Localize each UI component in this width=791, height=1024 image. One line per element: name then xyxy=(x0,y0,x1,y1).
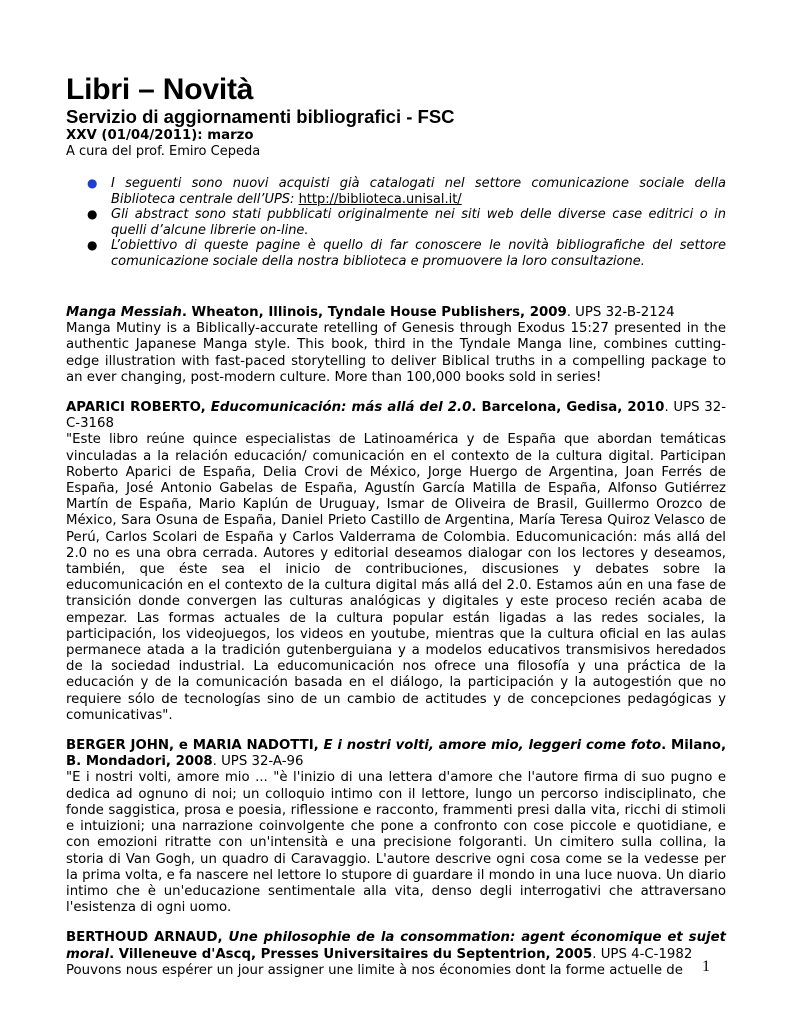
note-text: L’obiettivo di queste pagine è quello di far conoscere le novità bibliografiche del settore comunicazione sociale della nostra biblioteca e promuovere la loro consultazione. xyxy=(111,238,726,269)
call-number: . UPS 32-A-96 xyxy=(212,754,304,770)
page-subtitle: Servizio di aggiornamenti bibliografici - FSC xyxy=(66,106,455,127)
book-author: BERTHOUD ARNAUD, xyxy=(66,930,229,946)
book-abstract: Pouvons nous espérer un jour assigner une limite à nos économies dont la forme actuelle de xyxy=(66,962,683,978)
note-item xyxy=(87,207,726,238)
book-abstract: "E i nostri volti, amore mio ... "è l'inizio di una lettera d'amore che l'autore firma di suo pugno e dedica ad ognuno di noi; un colloquio intimo con il lettore, lungo un percorso indisciplinato, che fonde saggistica, prosa e poesia, riflessione e racconto, frammenti presi dalla vita, ricchi di stimoli e intuizioni; una narrazione coinvolgente che pone a confronto con cose piccole e quotidiane, e con emozioni ritratte con un'intensità e una precisione folgoranti. Un cimitero sulla collina, la storia di Van Gogh, un quadro di Caravaggio. L'autore descrive ogni cosa come se la vedesse per la prima volta, e fa nascere nel lettore lo stupore di guardare il mondo in una luce nuova. Un diario intimo che è un'educazione sentimentale alla vita, denso degli interrogativi che attraversano l'esistenza di ogni uomo. xyxy=(66,770,726,916)
book-citation xyxy=(66,930,726,962)
call-number: . UPS 32-C-3168 xyxy=(66,400,726,432)
book-author: APARICI ROBERTO, xyxy=(66,400,211,416)
book-publication: . Wheaton, Illinois, Tyndale House Publishers, 2009 xyxy=(181,305,567,320)
note-text: I seguenti sono nuovi acquisti già catalogati nel settore comunicazione sociale della Biblioteca centrale dell’UPS: xyxy=(111,176,726,207)
book-abstract: "Este libro reúne quince especialistas de Latinoamérica y de España que abordan temáticas vinculadas a la relación educación/ comunicación en el contexto de la cultura digital. Participan Roberto Aparici de España, Delia Crovi de México, Jorge Huergo de Argentina, Joan Ferrés de España, José Antonio Gabelas de España, Agustín García Matilla de España, Alfonso Gutiérrez Martín de España, Mario Kaplún de Uruguay, Ismar de Oliveira de Brasil, Guillermo Orozco de México, Sara Osuna de España, Daniel Prieto Castillo de Argentina, María Teresa Quiroz Velasco de Perú, Carlos Scolari de España y Carlos Valderrama de Colombia. Educomunicación: más allá del 2.0 no es una obra cerrada. Autores y editorial deseamos dialogar con los lectores y deseamos, también, que éste sea el inicio de contribuciones, discusiones y debates sobre la educomunicación en el contexto de la cultura digital más allá del 2.0. Estamos aún en una fase de transición donde convergen las culturas analógicas y digitales y este proceso recién acaba de empezar. Las formas actuales de la cultura popular están ligadas a las redes sociales, la participación, los videojuegos, los videos en youtube, mientras que la cultura oficial en las aulas permanece atada a la tradición gutenberguiana y a modelos educativos transmisivos heredados de la sociedad industrial. La educomunicación nos ofrece una filosofía y una práctica de la educación y de la comunicación basada en el diálogo, la participación y la autogestión que no requiere sólo de tecnologías sino de un cambio de actitudes y de concepciones pedagógicas y comunicativas". xyxy=(66,432,726,723)
bullet-icon: ● xyxy=(87,176,98,190)
document-page xyxy=(66,74,726,979)
intro-notes xyxy=(66,176,726,269)
book-publication: . Milano, B. Mondadori, 2008 xyxy=(66,738,726,770)
page-title: Libri – Novità xyxy=(66,73,254,106)
page-number: 1 xyxy=(702,958,710,975)
book-citation xyxy=(66,400,726,432)
book-title: E i nostri volti, amore mio, leggeri come foto xyxy=(323,738,662,754)
book-entry xyxy=(66,738,726,916)
book-title: Une philosophie de la consommation: agent économique et sujet moral xyxy=(66,930,726,962)
book-publication: . Villeneuve d'Ascq, Presses Universitaires du Septentrion, 2005 xyxy=(109,946,593,962)
book-citation xyxy=(66,305,726,321)
curator-line: A cura del prof. Emiro Cepeda xyxy=(66,144,261,159)
book-entry xyxy=(66,400,726,724)
call-number: . UPS 4-C-1982 xyxy=(592,946,693,962)
book-title: Manga Messiah xyxy=(66,305,182,320)
issue-line: XXV (01/04/2011): marzo xyxy=(66,128,254,143)
note-item xyxy=(87,238,726,269)
book-abstract: Manga Mutiny is a Biblically-accurate retelling of Genesis through Exodus 15:27 presented in the authentic Japanese Manga style. This book, third in the Tyndale Manga line, combines cutting-edge illustration with fast-paced storytelling to deliver Biblical truths in a compelling package to an ever changing, post-modern culture. More than 100,000 books sold in series! xyxy=(66,321,726,385)
book-author: BERGER JOHN, e MARIA NADOTTI, xyxy=(66,738,324,754)
book-entry xyxy=(66,305,726,386)
note-text: Gli abstract sono stati pubblicati originalmente nei siti web delle diverse case editrici o in quelli d’alcune librerie on-line. xyxy=(111,207,726,238)
book-title: Educomunicación: más allá del 2.0 xyxy=(210,400,472,416)
call-number: . UPS 32-B-2124 xyxy=(566,305,675,320)
library-link[interactable]: http://biblioteca.unisal.it/ xyxy=(298,191,462,207)
book-citation xyxy=(66,738,726,770)
book-entry xyxy=(66,930,726,979)
bullet-icon: ● xyxy=(87,207,98,221)
book-publication: . Barcelona, Gedisa, 2010 xyxy=(471,400,665,416)
note-item xyxy=(87,176,726,207)
bullet-icon: ● xyxy=(87,238,98,252)
